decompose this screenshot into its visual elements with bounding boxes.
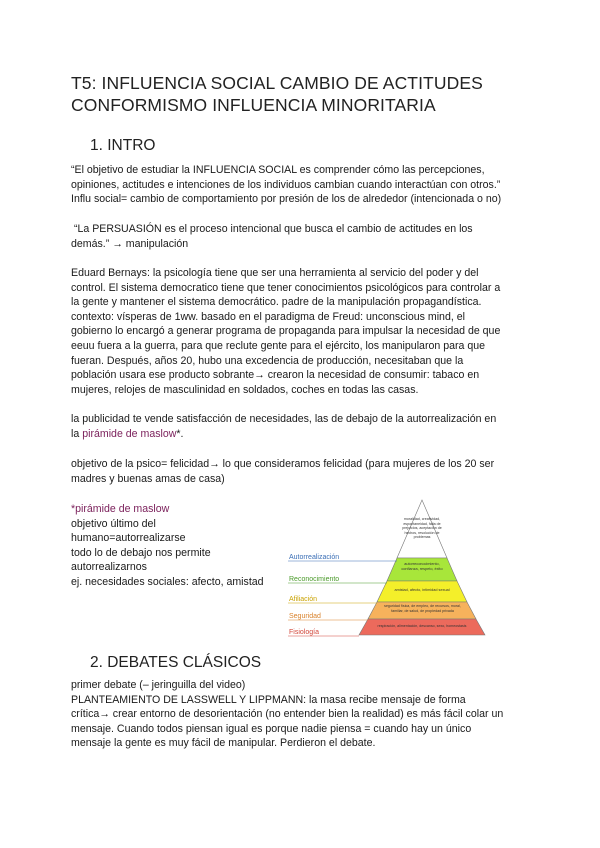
text-fragment: *.: [176, 427, 184, 440]
maslow-pyramid-image: [286, 495, 501, 640]
pyramid-text-reconocimiento: [398, 562, 446, 580]
text-line: población usara ese producto sobrante→ crearon la necesidad de consumir: tabaco en: [71, 369, 480, 382]
text-line: eeuu fuera a la guerra, para que reclute gente para el ejército, los manipularon para que: [71, 339, 486, 352]
debates-paragraph: [71, 678, 536, 751]
text-line: Eduard Bernays: la psicología tiene que ser una herramienta al servicio del poder y del: [71, 267, 479, 279]
section-heading-debates: 2. DEBATES CLÁSICOS: [90, 654, 262, 671]
title-line-1: T5: INFLUENCIA SOCIAL CAMBIO DE ACTITUDES: [71, 73, 483, 93]
pyramid-inner-text: seguridad física, de empleo, de recursos, moral, familiar, de salud, de propiedad privada: [384, 604, 461, 613]
maslow-link[interactable]: pirámide de maslow: [82, 427, 177, 440]
text-line: mensaje. Cuando todos piensan igual es porque nadie piensa = cuando hay un único: [71, 722, 472, 735]
text-line: “El objetivo de estudiar la INFLUENCIA SOCIAL es comprender cómo las percepciones,: [71, 164, 485, 176]
text-line: mensaje la gente es muy fácil de manipular. Perdieron el debate.: [71, 737, 376, 750]
page-title: [71, 72, 551, 116]
text-line: madres y buenas amas de casa): [71, 472, 225, 485]
text-line: control. El sistema democratico tiene que tener conocimientos psicológicos para controlar a: [71, 281, 501, 294]
pyramid-text-fisiologia: [372, 624, 472, 632]
pyramid-label-autorrealizacion: Autorrealización: [289, 554, 340, 561]
intro-quote-paragraph: [71, 163, 536, 207]
pyramid-inner-text: moralidad, creatividad, espontaneidad, falta de prejuicios, aceptación de hechos, resolución de problemas: [402, 517, 442, 540]
text-line: [71, 427, 536, 442]
text-line: autorrealizarnos: [71, 561, 147, 574]
objetivo-paragraph: [71, 457, 536, 486]
pyramid-inner-text: autorreconocimiento, confianza, respeto, éxito: [401, 562, 443, 571]
text-line: “La PERSUASIÓN es el proceso intencional que busca el cambio de actitudes en los: [71, 223, 473, 235]
text-line: demás.” → manipulación: [71, 237, 189, 250]
pyramid-text-autorrealizacion: [399, 517, 445, 557]
pyramid-inner-text: respiración, alimentación, descanso, sexo, homeostasis: [377, 624, 467, 628]
pyramid-label-seguridad: Seguridad: [289, 613, 321, 620]
text-fragment: la: [71, 427, 83, 440]
pyramid-text-seguridad: [380, 604, 465, 617]
publicidad-paragraph: [71, 412, 536, 441]
text-line: mujeres, relojes de masculinidad en soldados, coches en todas las casas.: [71, 383, 419, 396]
text-line: la gente y mantener el sistema democrático. padre de la manipulación propagandística.: [71, 296, 482, 309]
text-line: PLANTEAMIENTO DE LASSWELL Y LIPPMANN: la masa recibe mensaje de forma: [71, 693, 466, 706]
maslow-note-title: *pirámide de maslow: [71, 503, 170, 515]
text-line: primer debate (– jeringuilla del video): [71, 679, 246, 691]
text-line: fueran. Después, años 20, hubo una excedencia de producción, necesitaban que la: [71, 354, 464, 367]
text-line: objetivo de la psico= felicidad→ lo que consideramos felicidad (para mujeres de los 20 ser: [71, 458, 495, 470]
title-line-2: CONFORMISMO INFLUENCIA MINORITARIA: [71, 95, 436, 115]
text-line: la publicidad te vende satisfacción de necesidades, las de debajo de la autorrealización en: [71, 413, 497, 425]
bernays-paragraph: [71, 266, 536, 397]
pyramid-label-reconocimiento: Reconocimiento: [289, 576, 340, 583]
text-line: opiniones, actitudes e intenciones de los individuos cambian cuando interactúan con otros.”: [71, 178, 501, 191]
section-heading-intro: 1. INTRO: [90, 137, 156, 154]
pyramid-inner-text: amistad, afecto, intimidad sexual: [394, 588, 450, 592]
text-line: crítica→ crear entorno de desorientación (no entender bien la realidad) es más fácil colar un: [71, 708, 504, 721]
persuasion-paragraph: [71, 222, 536, 251]
maslow-note: [71, 502, 291, 590]
text-line: humano=autorrealizarse: [71, 532, 186, 545]
text-line: contexto: vísperas de 1ww. basado en el paradigma de Freud: unconscious mind, el: [71, 310, 465, 323]
pyramid-label-afiliacion: Afiliación: [289, 596, 318, 603]
pyramid-text-afiliacion: [390, 588, 454, 598]
text-line: objetivo último del: [71, 517, 156, 530]
text-line: gobierno lo encargó a generar programa de propaganda para impulsar la necesidad de que: [71, 325, 501, 338]
text-line: Influ social= cambio de comportamiento por presión de los de alrededor (intencionada o no): [71, 193, 502, 206]
text-line: ej. necesidades sociales: afecto, amistad: [71, 575, 264, 588]
text-line: todo lo de debajo nos permite: [71, 546, 211, 559]
pyramid-label-fisiologia: Fisiología: [289, 629, 319, 636]
